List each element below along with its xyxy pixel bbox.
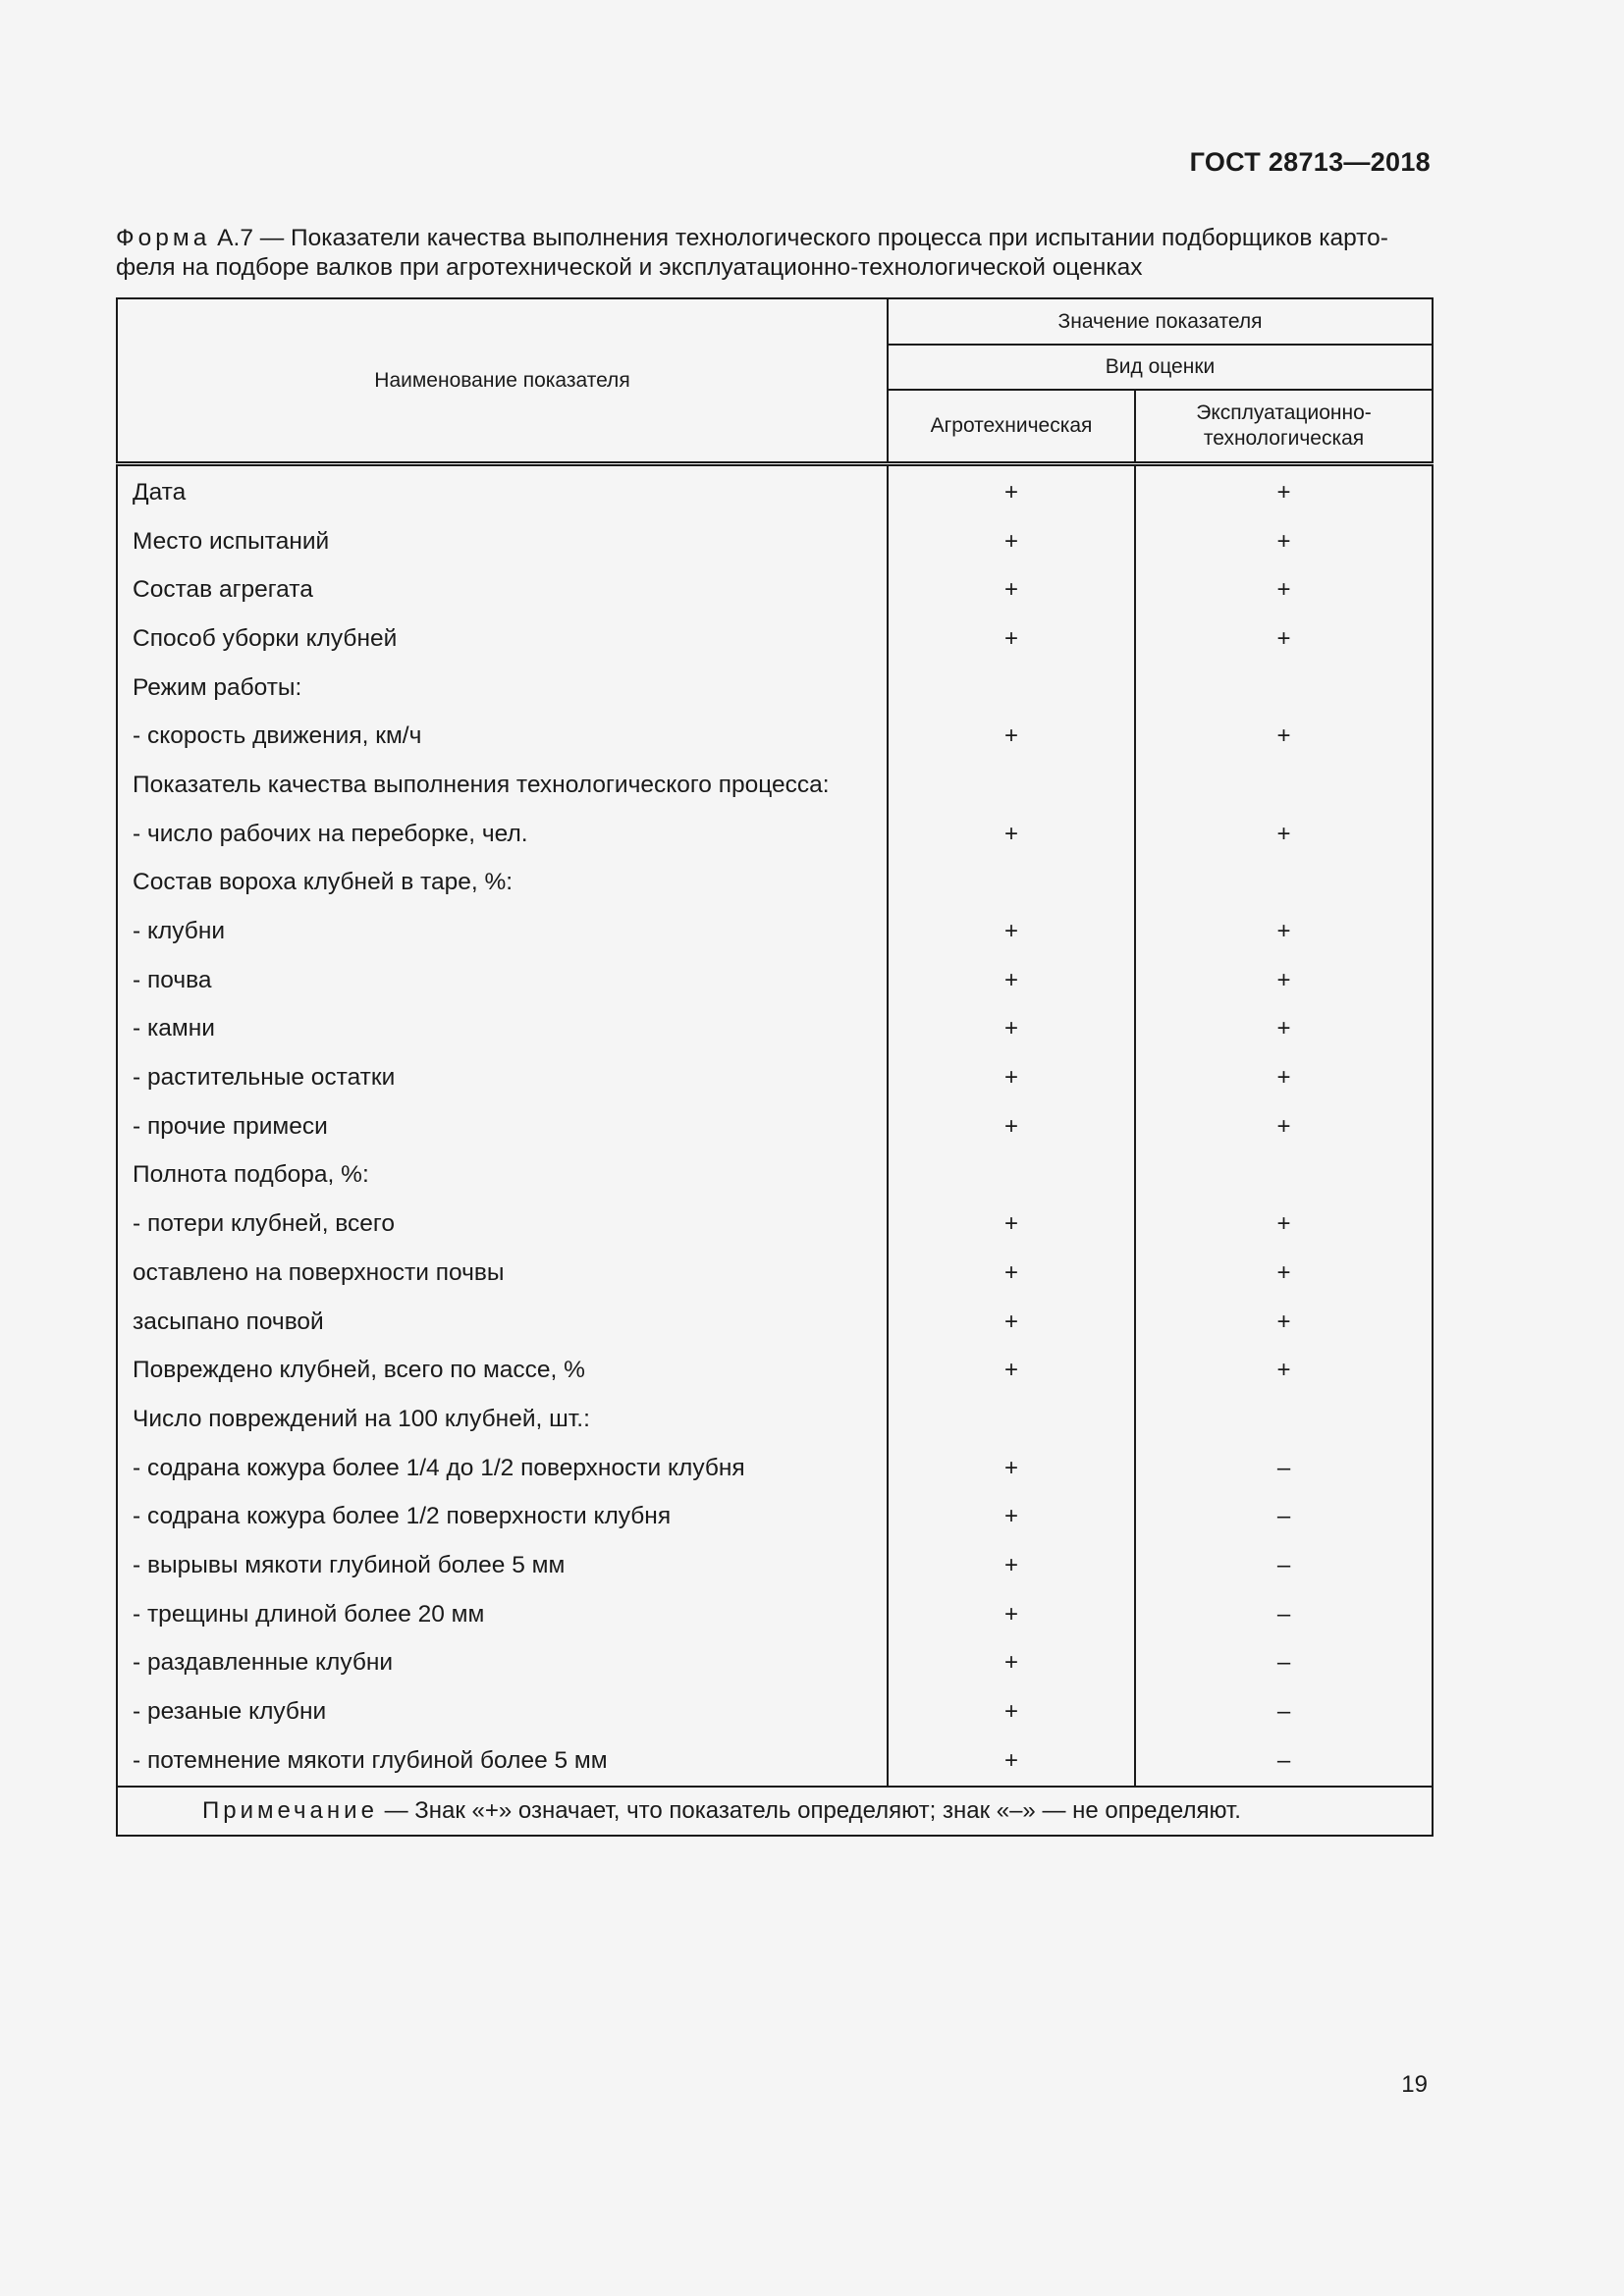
document-code: ГОСТ 28713—2018: [1189, 147, 1431, 177]
agrotechnical-mark-cell: +: [888, 712, 1135, 761]
table-row: [117, 859, 1433, 908]
agrotechnical-mark-cell: [888, 761, 1135, 810]
indicator-name-cell: - скорость движения, км/ч: [117, 712, 888, 761]
agrotechnical-mark-cell: +: [888, 1687, 1135, 1736]
indicator-name-cell: Полнота подбора, %:: [117, 1151, 888, 1201]
agrotechnical-mark-cell: +: [888, 907, 1135, 956]
agrotechnical-mark-cell: [888, 1151, 1135, 1201]
operational-mark-cell: [1135, 1151, 1433, 1201]
agrotechnical-mark-cell: +: [888, 1298, 1135, 1347]
agrotechnical-mark-cell: +: [888, 1736, 1135, 1787]
operational-mark-cell: +: [1135, 464, 1433, 517]
indicator-name-cell: - почва: [117, 956, 888, 1005]
agrotechnical-mark-cell: +: [888, 1005, 1135, 1054]
table-row: [117, 712, 1433, 761]
agrotechnical-mark-cell: +: [888, 464, 1135, 517]
agrotechnical-mark-cell: +: [888, 1639, 1135, 1688]
agrotechnical-mark-cell: +: [888, 1200, 1135, 1249]
table-row: [117, 1541, 1433, 1590]
operational-mark-cell: +: [1135, 1053, 1433, 1102]
indicator-name-cell: Место испытаний: [117, 517, 888, 566]
operational-mark-cell: +: [1135, 956, 1433, 1005]
agrotechnical-mark-cell: +: [888, 1541, 1135, 1590]
indicator-name-cell: Способ уборки клубней: [117, 614, 888, 664]
operational-mark-cell: –: [1135, 1541, 1433, 1590]
column-header-operational-line1: Эксплуатационно-: [1196, 401, 1372, 424]
indicator-name-cell: Показатель качества выполнения технологического процесса:: [117, 761, 888, 810]
table-row: [117, 614, 1433, 664]
table-row: [117, 1005, 1433, 1054]
agrotechnical-mark-cell: +: [888, 1590, 1135, 1639]
table-row: [117, 464, 1433, 517]
table-row: [117, 517, 1433, 566]
operational-mark-cell: –: [1135, 1444, 1433, 1493]
indicator-name-cell: - трещины длиной более 20 мм: [117, 1590, 888, 1639]
operational-mark-cell: +: [1135, 810, 1433, 859]
operational-mark-cell: +: [1135, 1200, 1433, 1249]
table-row: [117, 761, 1433, 810]
operational-mark-cell: –: [1135, 1639, 1433, 1688]
operational-mark-cell: [1135, 664, 1433, 713]
agrotechnical-mark-cell: +: [888, 565, 1135, 614]
agrotechnical-mark-cell: [888, 859, 1135, 908]
indicator-name-cell: - прочие примеси: [117, 1102, 888, 1151]
table-row: [117, 956, 1433, 1005]
indicator-name-cell: Число повреждений на 100 клубней, шт.:: [117, 1395, 888, 1444]
agrotechnical-mark-cell: +: [888, 1492, 1135, 1541]
operational-mark-cell: –: [1135, 1736, 1433, 1787]
table-row: [117, 1346, 1433, 1395]
indicator-name-cell: оставлено на поверхности почвы: [117, 1249, 888, 1298]
page-number: 19: [1401, 2071, 1428, 2098]
operational-mark-cell: [1135, 761, 1433, 810]
table-row: [117, 1639, 1433, 1688]
operational-mark-cell: –: [1135, 1590, 1433, 1639]
table-row: [117, 907, 1433, 956]
operational-mark-cell: +: [1135, 1102, 1433, 1151]
agrotechnical-mark-cell: +: [888, 1249, 1135, 1298]
agrotechnical-mark-cell: +: [888, 956, 1135, 1005]
form-title: [116, 224, 1432, 283]
operational-mark-cell: +: [1135, 1298, 1433, 1347]
agrotechnical-mark-cell: [888, 664, 1135, 713]
agrotechnical-mark-cell: +: [888, 1444, 1135, 1493]
indicator-name-cell: - растительные остатки: [117, 1053, 888, 1102]
table-row: [117, 1395, 1433, 1444]
operational-mark-cell: [1135, 1395, 1433, 1444]
table-row: [117, 664, 1433, 713]
operational-mark-cell: +: [1135, 712, 1433, 761]
table-body: [117, 464, 1433, 1787]
operational-mark-cell: +: [1135, 614, 1433, 664]
indicator-name-cell: - потери клубней, всего: [117, 1200, 888, 1249]
agrotechnical-mark-cell: +: [888, 810, 1135, 859]
column-header-indicator-name: Наименование показателя: [117, 298, 888, 464]
column-header-operational-line2: технологическая: [1203, 427, 1365, 450]
agrotechnical-mark-cell: +: [888, 517, 1135, 566]
indicator-name-cell: Дата: [117, 464, 888, 517]
operational-mark-cell: +: [1135, 907, 1433, 956]
table-row: [117, 1102, 1433, 1151]
table-row: [117, 1492, 1433, 1541]
agrotechnical-mark-cell: +: [888, 1102, 1135, 1151]
table-row: [117, 1200, 1433, 1249]
indicator-name-cell: - резаные клубни: [117, 1687, 888, 1736]
indicator-name-cell: - содрана кожура более 1/4 до 1/2 поверхности клубня: [117, 1444, 888, 1493]
indicator-name-cell: - вырывы мякоти глубиной более 5 мм: [117, 1541, 888, 1590]
indicator-name-cell: Повреждено клубней, всего по массе, %: [117, 1346, 888, 1395]
indicator-name-cell: - содрана кожура более 1/2 поверхности клубня: [117, 1492, 888, 1541]
operational-mark-cell: +: [1135, 1346, 1433, 1395]
table-row: [117, 1053, 1433, 1102]
table-row: [117, 1249, 1433, 1298]
indicator-name-cell: Состав агрегата: [117, 565, 888, 614]
table-row: [117, 1444, 1433, 1493]
column-header-agrotechnical: Агротехническая: [888, 390, 1135, 464]
operational-mark-cell: +: [1135, 1249, 1433, 1298]
indicator-name-cell: Режим работы:: [117, 664, 888, 713]
column-header-assessment-type: Вид оценки: [888, 345, 1433, 390]
form-label: Форма: [116, 225, 211, 251]
table-row: [117, 1590, 1433, 1639]
operational-mark-cell: –: [1135, 1492, 1433, 1541]
indicator-name-cell: Состав вороха клубней в таре, %:: [117, 859, 888, 908]
table-row: [117, 1687, 1433, 1736]
table-note: [117, 1787, 1433, 1836]
operational-mark-cell: +: [1135, 1005, 1433, 1054]
table-row: [117, 565, 1433, 614]
operational-mark-cell: +: [1135, 565, 1433, 614]
note-text: — Знак «+» означает, что показатель определяют; знак «–» — не определяют.: [377, 1796, 1241, 1824]
agrotechnical-mark-cell: +: [888, 1346, 1135, 1395]
column-header-operational: [1135, 390, 1433, 464]
table-row: [117, 1151, 1433, 1201]
note-label: Примечание: [202, 1796, 378, 1824]
indicator-name-cell: - клубни: [117, 907, 888, 956]
indicator-name-cell: - потемнение мякоти глубиной более 5 мм: [117, 1736, 888, 1787]
operational-mark-cell: [1135, 859, 1433, 908]
indicator-name-cell: - камни: [117, 1005, 888, 1054]
operational-mark-cell: +: [1135, 517, 1433, 566]
agrotechnical-mark-cell: [888, 1395, 1135, 1444]
indicator-name-cell: - число рабочих на переборке, чел.: [117, 810, 888, 859]
agrotechnical-mark-cell: +: [888, 1053, 1135, 1102]
table-row: [117, 1298, 1433, 1347]
agrotechnical-mark-cell: +: [888, 614, 1135, 664]
indicator-name-cell: - раздавленные клубни: [117, 1639, 888, 1688]
indicators-table: [116, 297, 1434, 1837]
table-row: [117, 1736, 1433, 1787]
form-title-line2: феля на подборе валков при агротехнической и эксплуатационно-технологической оценках: [116, 254, 1143, 281]
table-row: [117, 810, 1433, 859]
indicator-name-cell: засыпано почвой: [117, 1298, 888, 1347]
operational-mark-cell: –: [1135, 1687, 1433, 1736]
column-header-value: Значение показателя: [888, 298, 1433, 345]
form-title-line1: А.7 — Показатели качества выполнения технологического процесса при испытании подборщиков карто-: [210, 225, 1388, 251]
